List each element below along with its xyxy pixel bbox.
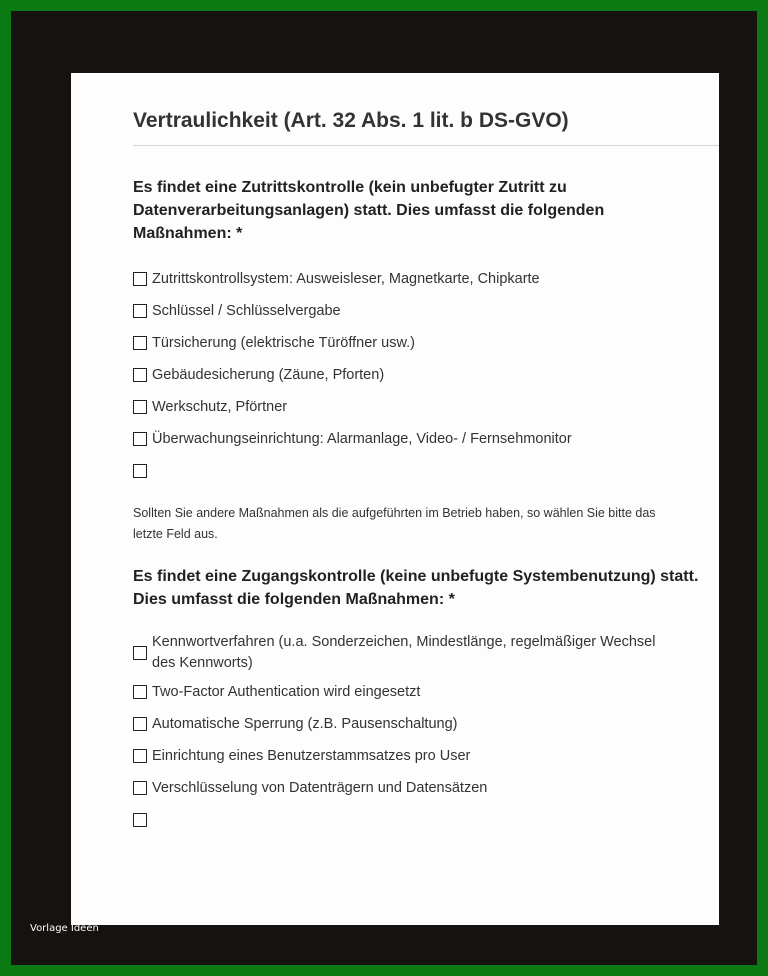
checkbox[interactable] [133, 781, 147, 795]
checkbox[interactable] [133, 368, 147, 382]
checkbox[interactable] [133, 685, 147, 699]
access-control-options [133, 263, 713, 487]
option-encryption[interactable] [133, 772, 713, 804]
title-divider [133, 145, 719, 146]
option-label-line: Kennwortverfahren (u.a. Sonderzeichen, Mindestlänge, regelmäßiger Wechsel [152, 634, 656, 650]
other-measures-note [133, 503, 719, 545]
system-control-options [133, 630, 713, 836]
option-label: Werkschutz, Pförtner [152, 398, 288, 415]
option-other[interactable] [133, 804, 713, 836]
option-surveillance[interactable] [133, 423, 713, 455]
option-label: Überwachungseinrichtung: Alarmanlage, Video- / Fernsehmonitor [152, 430, 572, 447]
option-auto-lock[interactable] [133, 708, 713, 740]
option-password-procedure[interactable] [133, 630, 713, 676]
access-control-question [133, 176, 719, 245]
checkbox[interactable] [133, 646, 147, 660]
option-other[interactable] [133, 455, 713, 487]
question-line: Dies umfasst die folgenden Maßnahmen: * [133, 591, 455, 608]
checkbox[interactable] [133, 813, 147, 827]
option-user-master-record[interactable] [133, 740, 713, 772]
question-line: Maßnahmen: * [133, 225, 243, 242]
option-label: Einrichtung eines Benutzerstammsatzes pro User [152, 747, 471, 764]
checkbox[interactable] [133, 717, 147, 731]
section-title: Vertraulichkeit (Art. 32 Abs. 1 lit. b DS-GVO) [133, 109, 569, 132]
note-line: Sollten Sie andere Maßnahmen als die aufgeführten im Betrieb haben, so wählen Sie bitte das [133, 506, 656, 520]
note-line: letzte Feld aus. [133, 527, 218, 541]
option-label: Zutrittskontrollsystem: Ausweisleser, Magnetkarte, Chipkarte [152, 270, 540, 287]
checkbox[interactable] [133, 464, 147, 478]
option-label [152, 632, 655, 674]
option-label: Verschlüsselung von Datenträgern und Datensätzen [152, 779, 488, 796]
option-access-system[interactable] [133, 263, 713, 295]
option-keys[interactable] [133, 295, 713, 327]
option-building-security[interactable] [133, 359, 713, 391]
watermark: Vorlage Ideen [30, 923, 99, 934]
form-page [71, 73, 719, 925]
option-label: Türsicherung (elektrische Türöffner usw.) [152, 334, 415, 351]
system-control-question [133, 565, 719, 611]
checkbox[interactable] [133, 432, 147, 446]
option-label: Schlüssel / Schlüsselvergabe [152, 302, 341, 319]
question-line: Es findet eine Zutrittskontrolle (kein unbefugter Zutritt zu [133, 179, 567, 196]
checkbox[interactable] [133, 272, 147, 286]
checkbox[interactable] [133, 400, 147, 414]
option-plant-security[interactable] [133, 391, 713, 423]
option-label: Two-Factor Authentication wird eingesetzt [152, 683, 421, 700]
option-label: Automatische Sperrung (z.B. Pausenschaltung) [152, 715, 458, 732]
option-label: Gebäudesicherung (Zäune, Pforten) [152, 366, 385, 383]
checkbox[interactable] [133, 304, 147, 318]
question-line: Es findet eine Zugangskontrolle (keine unbefugte Systembenutzung) statt. [133, 568, 699, 585]
option-label-line: des Kennworts) [152, 655, 253, 671]
checkbox[interactable] [133, 749, 147, 763]
option-door-security[interactable] [133, 327, 713, 359]
option-two-factor[interactable] [133, 676, 713, 708]
question-line: Datenverarbeitungsanlagen) statt. Dies umfasst die folgenden [133, 202, 605, 219]
photo-frame [11, 11, 757, 965]
checkbox[interactable] [133, 336, 147, 350]
